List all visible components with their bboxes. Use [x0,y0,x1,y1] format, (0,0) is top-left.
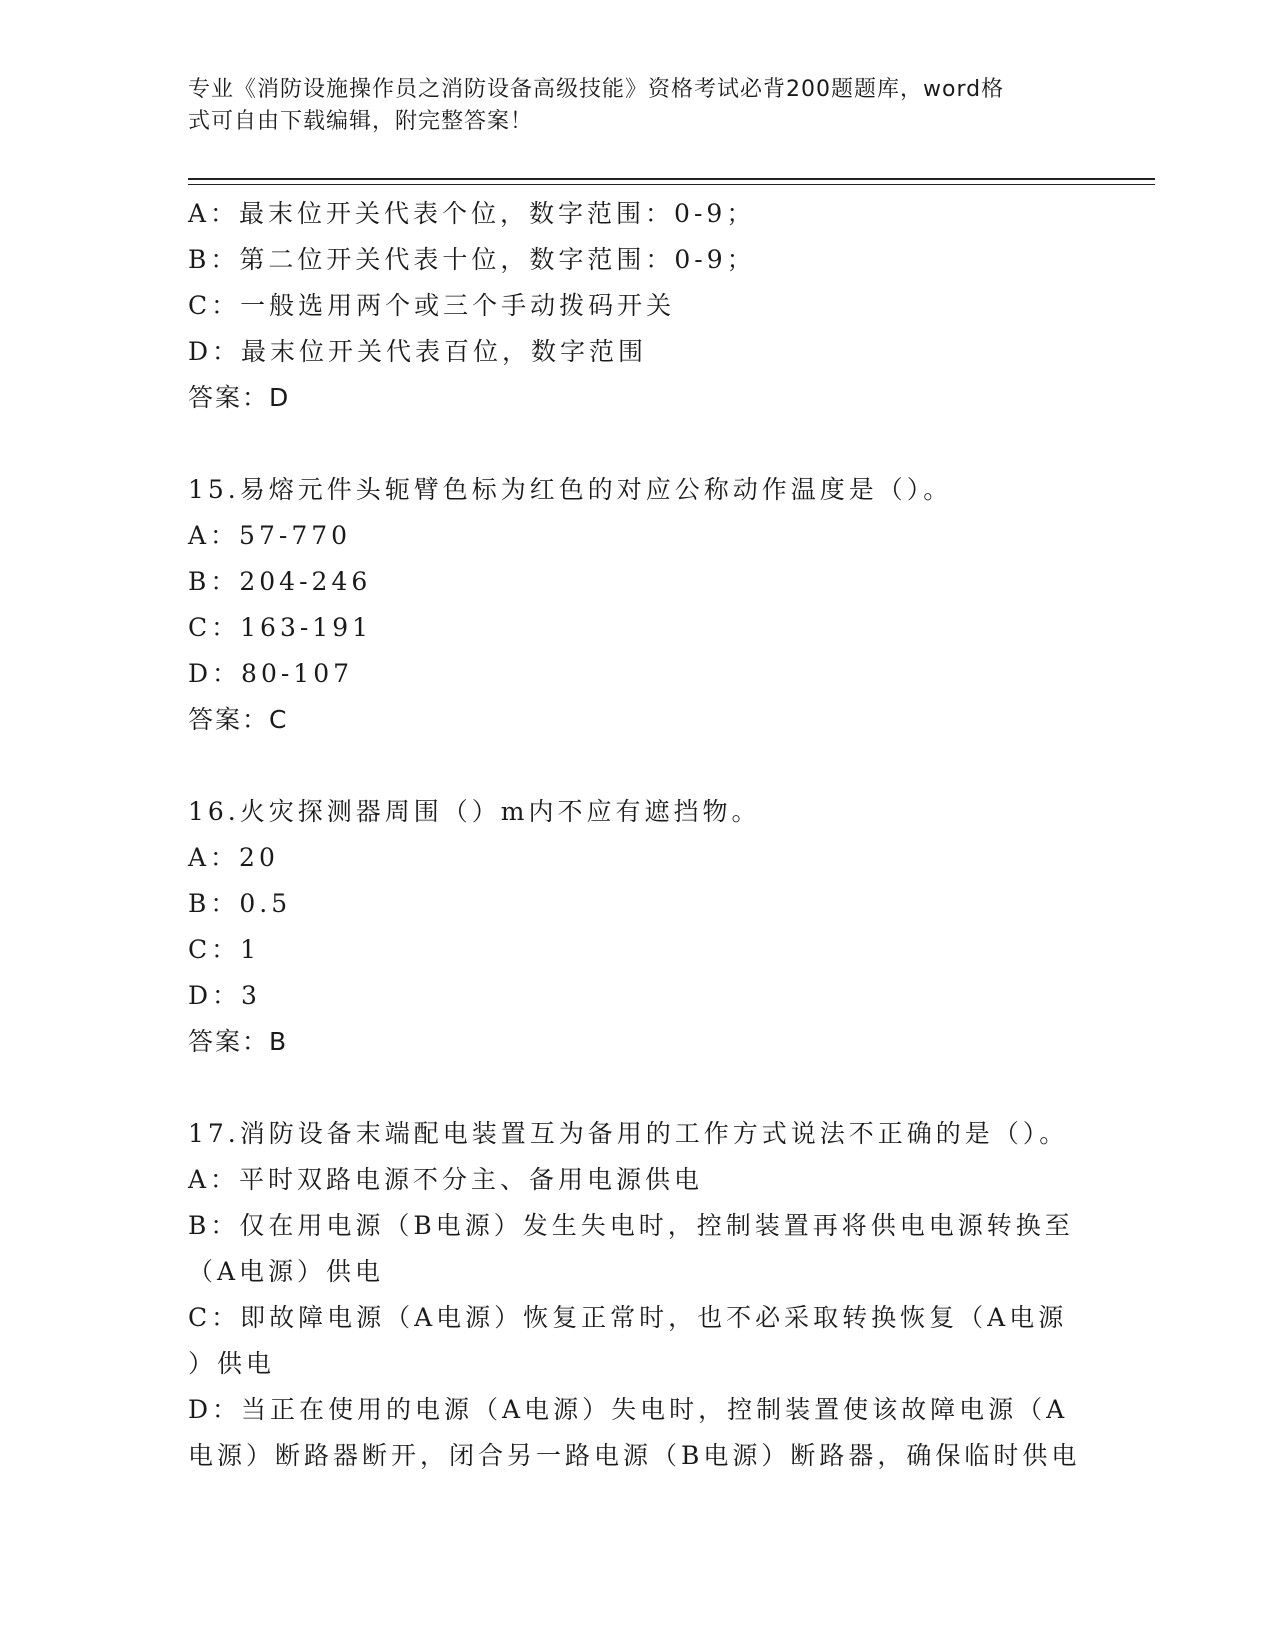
option-line: D：最末位开关代表百位，数字范围 [188,337,648,366]
option-line: D：当正在使用的电源（A电源）失电时，控制装置使该故障电源（A [188,1395,1069,1424]
question-title: 16.火灾探测器周围（）m内不应有遮挡物。 [188,797,761,826]
option-line: C：一般选用两个或三个手动拨码开关 [188,291,676,320]
answer-line: 答案：B [188,1027,289,1056]
question-17-block [188,1111,1093,1479]
option-line: A：平时双路电源不分主、备用电源供电 [188,1165,704,1194]
prev-question-block [188,191,1093,421]
document-header [188,74,1068,138]
option-line: C：即故障电源（A电源）恢复正常时，也不必采取转换恢复（A电源 [188,1303,1068,1332]
option-line: 电源）断路器断开，闭合另一路电源（B电源）断路器，确保临时供电 [188,1441,1081,1470]
option-line: D：3 [188,981,261,1010]
spacer [188,421,1093,467]
option-line: B：第二位开关代表十位，数字范围：0-9； [188,245,756,274]
option-line: ）供电 [188,1349,276,1378]
header-line-2: 式可自由下载编辑，附完整答案！ [188,109,534,134]
option-line: C：1 [188,935,261,964]
option-line: A：57-770 [188,521,352,550]
option-line: B：0.5 [188,889,292,918]
option-line: B：204-246 [188,567,372,596]
spacer [188,743,1093,789]
option-line: A：最末位开关代表个位，数字范围：0-9； [188,199,756,228]
answer-line: 答案：D [188,383,291,412]
question-title: 17.消防设备末端配电装置互为备用的工作方式说法不正确的是（）。 [188,1119,1069,1148]
question-16-block [188,789,1093,1065]
option-line: C：163-191 [188,613,373,642]
header-divider-thin [188,184,1155,185]
option-line: D：80-107 [188,659,354,688]
question-15-block [188,467,1093,743]
question-body [188,191,1093,1479]
option-line: （A电源）供电 [188,1257,385,1286]
option-line: B：仅在用电源（B电源）发生失电时，控制装置再将供电电源转换至 [188,1211,1074,1240]
answer-line: 答案：C [188,705,289,734]
option-line: A：20 [188,843,279,872]
question-title: 15.易熔元件头轭臂色标为红色的对应公称动作温度是（）。 [188,475,953,504]
spacer [188,1065,1093,1111]
header-line-1: 专业《消防设施操作员之消防设备高级技能》资格考试必背200题题库，word格 [188,77,1005,102]
header-divider-thick [188,178,1155,180]
